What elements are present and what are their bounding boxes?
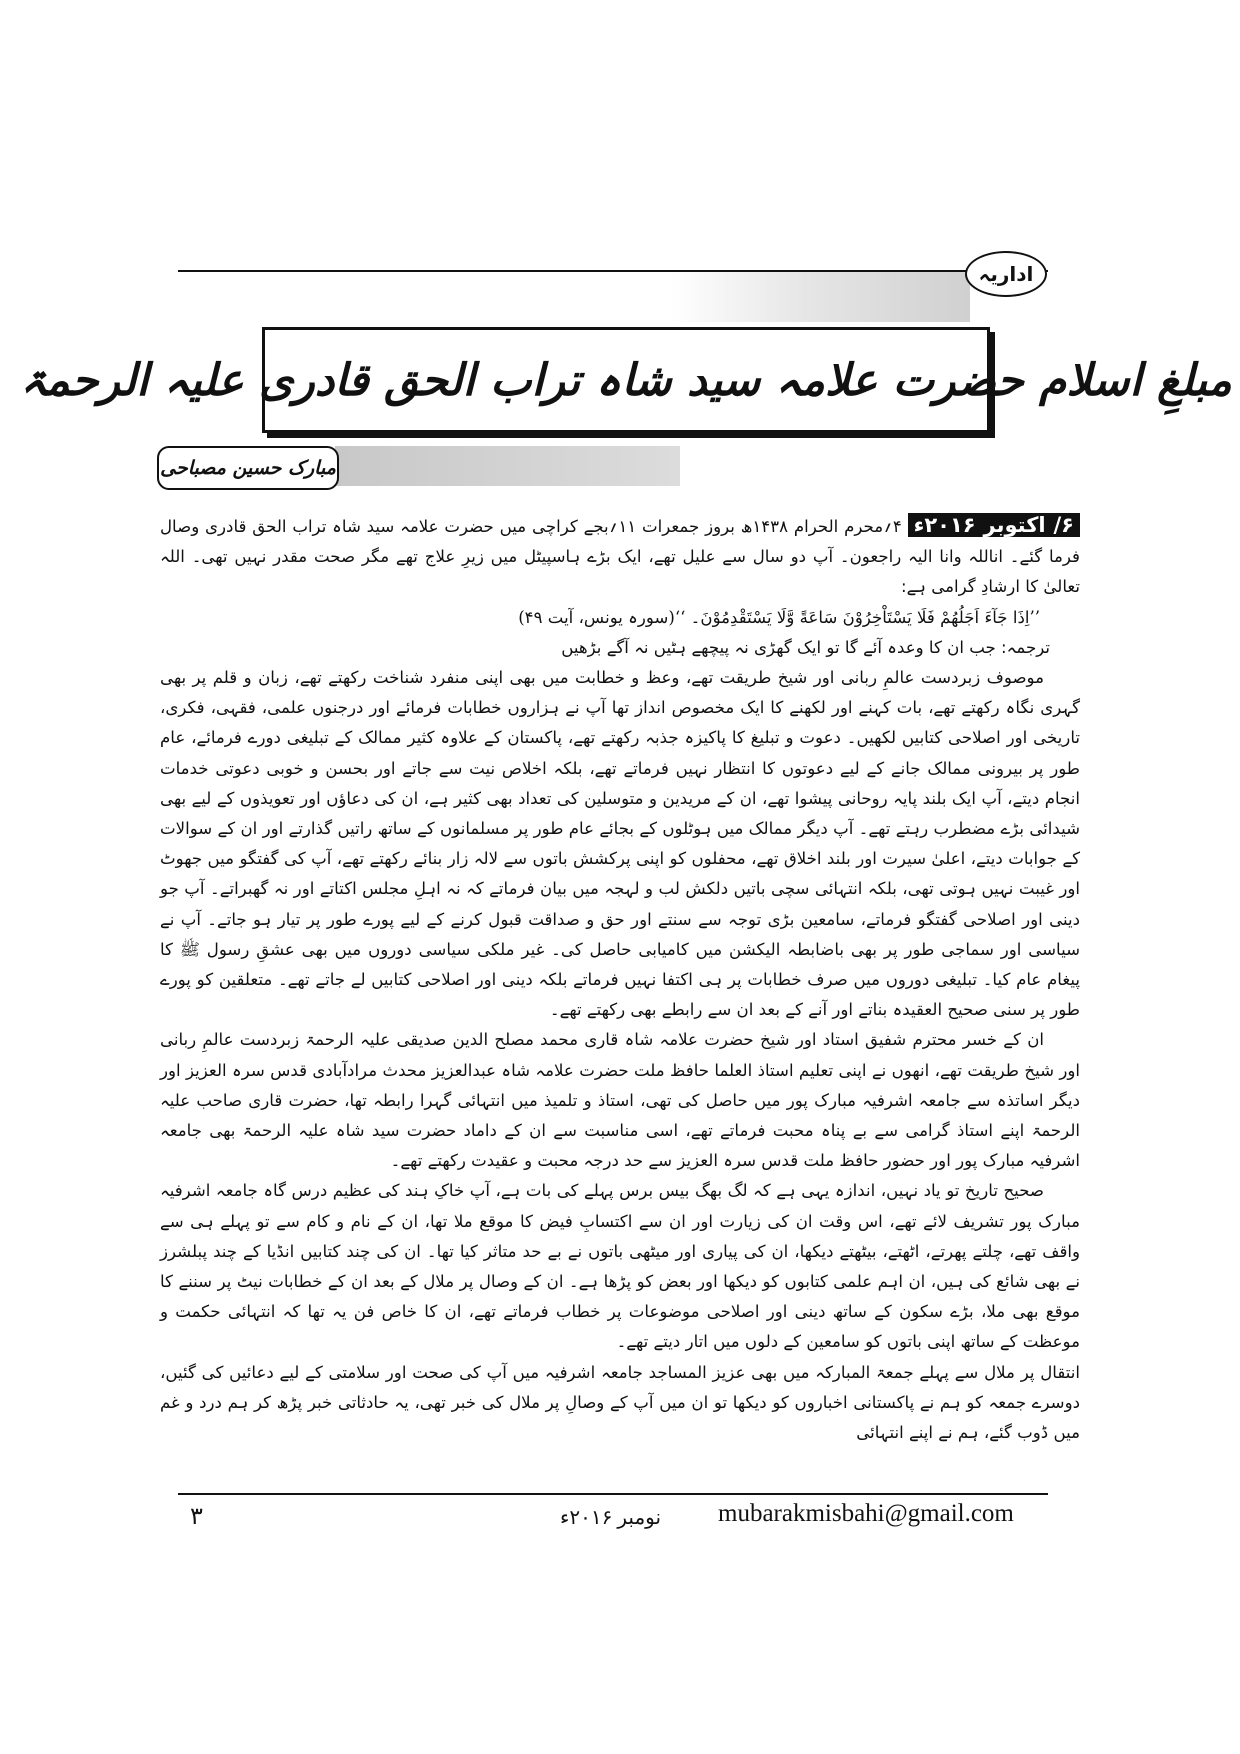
verse-translation: ترجمہ: جب ان کا وعدہ آئے گا تو ایک گھڑی نہ پیچھے ہٹیں نہ آگے بڑھیں [561, 637, 1050, 657]
article-title: مبلغِ اسلام حضرت علامہ سید شاہ تراب الحق قادری علیہ الرحمۃ [20, 354, 1232, 406]
section-label [965, 251, 1047, 297]
paragraph-2: ان کے خسر محترم شفیق استاد اور شیخ حضرت علامہ شاہ قاری محمد مصلح الدین صدیقی علیہ الرحمۃ زبردست عالمِ ربانی اور شیخ طریقت تھے، انھوں نے اپنی تعلیم استاذ العلما حافظ ملت حضرت علامہ شاہ عبدالعزیز محدث مرادآبادی قدس سرہ العزیز اور دیگر اساتذہ سے جامعہ اشرفیہ مبارک پور میں حاصل کی تھی، استاذ و تلمیذ میں انتہائی گہرا رابطہ تھا، حضرت قاری صاحب علیہ الرحمۃ اپنے استاذ گرامی سے بے پناہ محبت فرماتے تھے، اسی مناسبت سے ان کے داماد حضرت سید شاہ علیہ الرحمۃ بھی جامعہ اشرفیہ مبارک پور اور حضور حافظ ملت قدس سرہ العزیز سے حد درجہ محبت و عقیدت رکھتے تھے۔ [160, 1030, 1080, 1171]
author-name-box [157, 446, 339, 490]
header-band [670, 272, 970, 322]
footer-issue: نومبر ۲۰۱۶ء [560, 1507, 662, 1529]
lead-text: ۴؍محرم الحرام ۱۴۳۸ھ بروز جمعرات ۱۱؍بجے کراچی میں حضرت علامہ سید شاہ تراب الحق قادری وصال فرما گئے۔ اناللہ وانا الیہ راجعون۔ آپ دو سال سے علیل تھے، ایک بڑے ہاسپیٹل میں زیرِ علاج تھے مگر صحت مقدر نہیں تھی۔ اللہ تعالیٰ کا ارشادِ گرامی ہے: [160, 517, 1080, 597]
paragraph-4: انتقال پر ملال سے پہلے جمعۃ المبارکہ میں بھی عزیز المساجد جامعہ اشرفیہ میں آپ کی صحت اور سلامتی کے لیے دعائیں کی گئیں، دوسرے جمعہ کو ہم نے پاکستانی اخباروں کو دیکھا تو ان میں آپ کے وصالِ پر ملال کی خبر تھی، یہ حادثاتی خبر پڑھ کر ہم درد و غم میں ڈوب گئے، ہم نے اپنے انتہائی [160, 1362, 1080, 1443]
footer-email: mubarakmisbahi@gmail.com [718, 1500, 1014, 1527]
author-band [335, 446, 680, 486]
paragraph-3: صحیح تاریخ تو یاد نہیں، اندازہ یہی ہے کہ لگ بھگ بیس برس پہلے کی بات ہے، آپ خاکِ ہند کی عظیم درس گاہ جامعہ اشرفیہ مبارک پور تشریف لائے تھے، اس وقت ان کی زیارت اور ان سے اکتسابِ فیض کا موقع ملا تھا، ان کے نام و کام سے تو پہلے ہی سے واقف تھے، چلتے پھرتے، اٹھتے، بیٹھتے دیکھا، ان کی پیاری اور میٹھی باتوں نے بے حد متاثر کیا تھا۔ ان کی چند کتابیں انڈیا کے چند پبلشرز نے بھی شائع کی ہیں، ان اہم علمی کتابوں کو دیکھا اور بعض کو پڑھا ہے۔ ان کے وصال پر ملال کے بعد ان کے خطابات نیٹ پر سننے کا موقع بھی ملا، بڑے سکون کے ساتھ دینی اور اصلاحی موضوعات پر خطاب فرماتے تھے، ان کا خاص فن یہ تھا کہ انتہائی حکمت و موعظت کے ساتھ اپنی باتوں کو سامعین کے دلوں میں اتار دیتے تھے۔ [160, 1181, 1080, 1352]
author-name: مبارک حسین مصباحی [160, 457, 336, 479]
lead-paragraph [160, 510, 1080, 603]
paragraph-1: موصوف زبردست عالمِ ربانی اور شیخ طریقت تھے، وعظ و خطابت میں بھی اپنی منفرد شناخت رکھتے تھے، زبان و قلم پر بھی گہری نگاہ رکھتے تھے، بات کہنے اور لکھنے کا ایک مخصوص انداز تھا آپ نے ہزاروں خطابات فرمائے اور درجنوں علمی، فقہی، فکری، تاریخی اور اصلاحی کتابیں لکھیں۔ دعوت و تبلیغ کا پاکیزہ جذبہ رکھتے تھے، پاکستان کے علاوہ کثیر ممالک کے تبلیغی دورے فرمائے، عام طور پر بیرونی ممالک جانے کے لیے دعوتوں کا انتظار نہیں فرماتے تھے، بلکہ اخلاص نیت سے جاتے اور بحسن و خوبی دعوتی خدمات انجام دیتے، آپ ایک بلند پایہ روحانی پیشوا تھے، ان کے مریدین و متوسلین کی تعداد بھی کثیر ہے، ان کی دعاؤں اور تعویذوں کے لیے بھی شیدائی بڑے مضطرب رہتے تھے۔ آپ دیگر ممالک میں ہوٹلوں کے بجائے عام طور پر مسلمانوں کے ساتھ راتیں گذارتے اور ان کے سوالات کے جوابات دیتے، اعلیٰ سیرت اور بلند اخلاق تھے، محفلوں کو اپنی پرکشش باتوں سے لالہ زار بنائے رکھتے تھے، آپ کی گفتگو میں جھوٹ اور غیبت نہیں ہوتی تھی، بلکہ انتہائی سچی باتیں دلکش لب و لہجہ میں بیان فرماتے کہ نہ اہلِ مجلس اکتاتے اور نہ گھبراتے۔ آپ جو دینی اور اصلاحی گفتگو فرماتے، سامعین بڑی توجہ سے سنتے اور حق و صداقت قبول کرنے کے لیے پورے طور پر تیار ہو جاتے۔ آپ نے سیاسی اور سماجی طور پر بھی باضابطہ الیکشن میں کامیابی حاصل کی۔ غیر ملکی سیاسی دوروں میں بھی عشقِ رسول ﷺ کا پیغام عام کیا۔ تبلیغی دوروں میں صرف خطابات پر ہی اکتفا نہیں فرماتے بلکہ دینی اور اصلاحی کتابیں لے جاتے تھے۔ متعلقین کو پورے طور پر سنی صحیح العقیدہ بناتے اور آنے کے بعد ان سے رابطے بھی رکھتے تھے۔ [160, 668, 1080, 1020]
section-label-text: اداریہ [978, 262, 1034, 286]
article-body [160, 510, 1080, 1448]
article-title-box [20, 327, 1232, 433]
date-highlight: ۶/ اکتوبر ۲۰۱۶ء [908, 513, 1080, 537]
bottom-rule [178, 1493, 1048, 1495]
footer-page-number: ۳ [190, 1504, 203, 1530]
quran-verse: ’’اِذَا جَآءَ اَجَلُهُمْ فَلَا يَسْتَاْخِرُوْنَ سَاعَةً وَّلَا يَسْتَقْدِمُوْنَ۔ ‘‘(سورہ یونس، آیت ۴۹) [518, 607, 1040, 627]
